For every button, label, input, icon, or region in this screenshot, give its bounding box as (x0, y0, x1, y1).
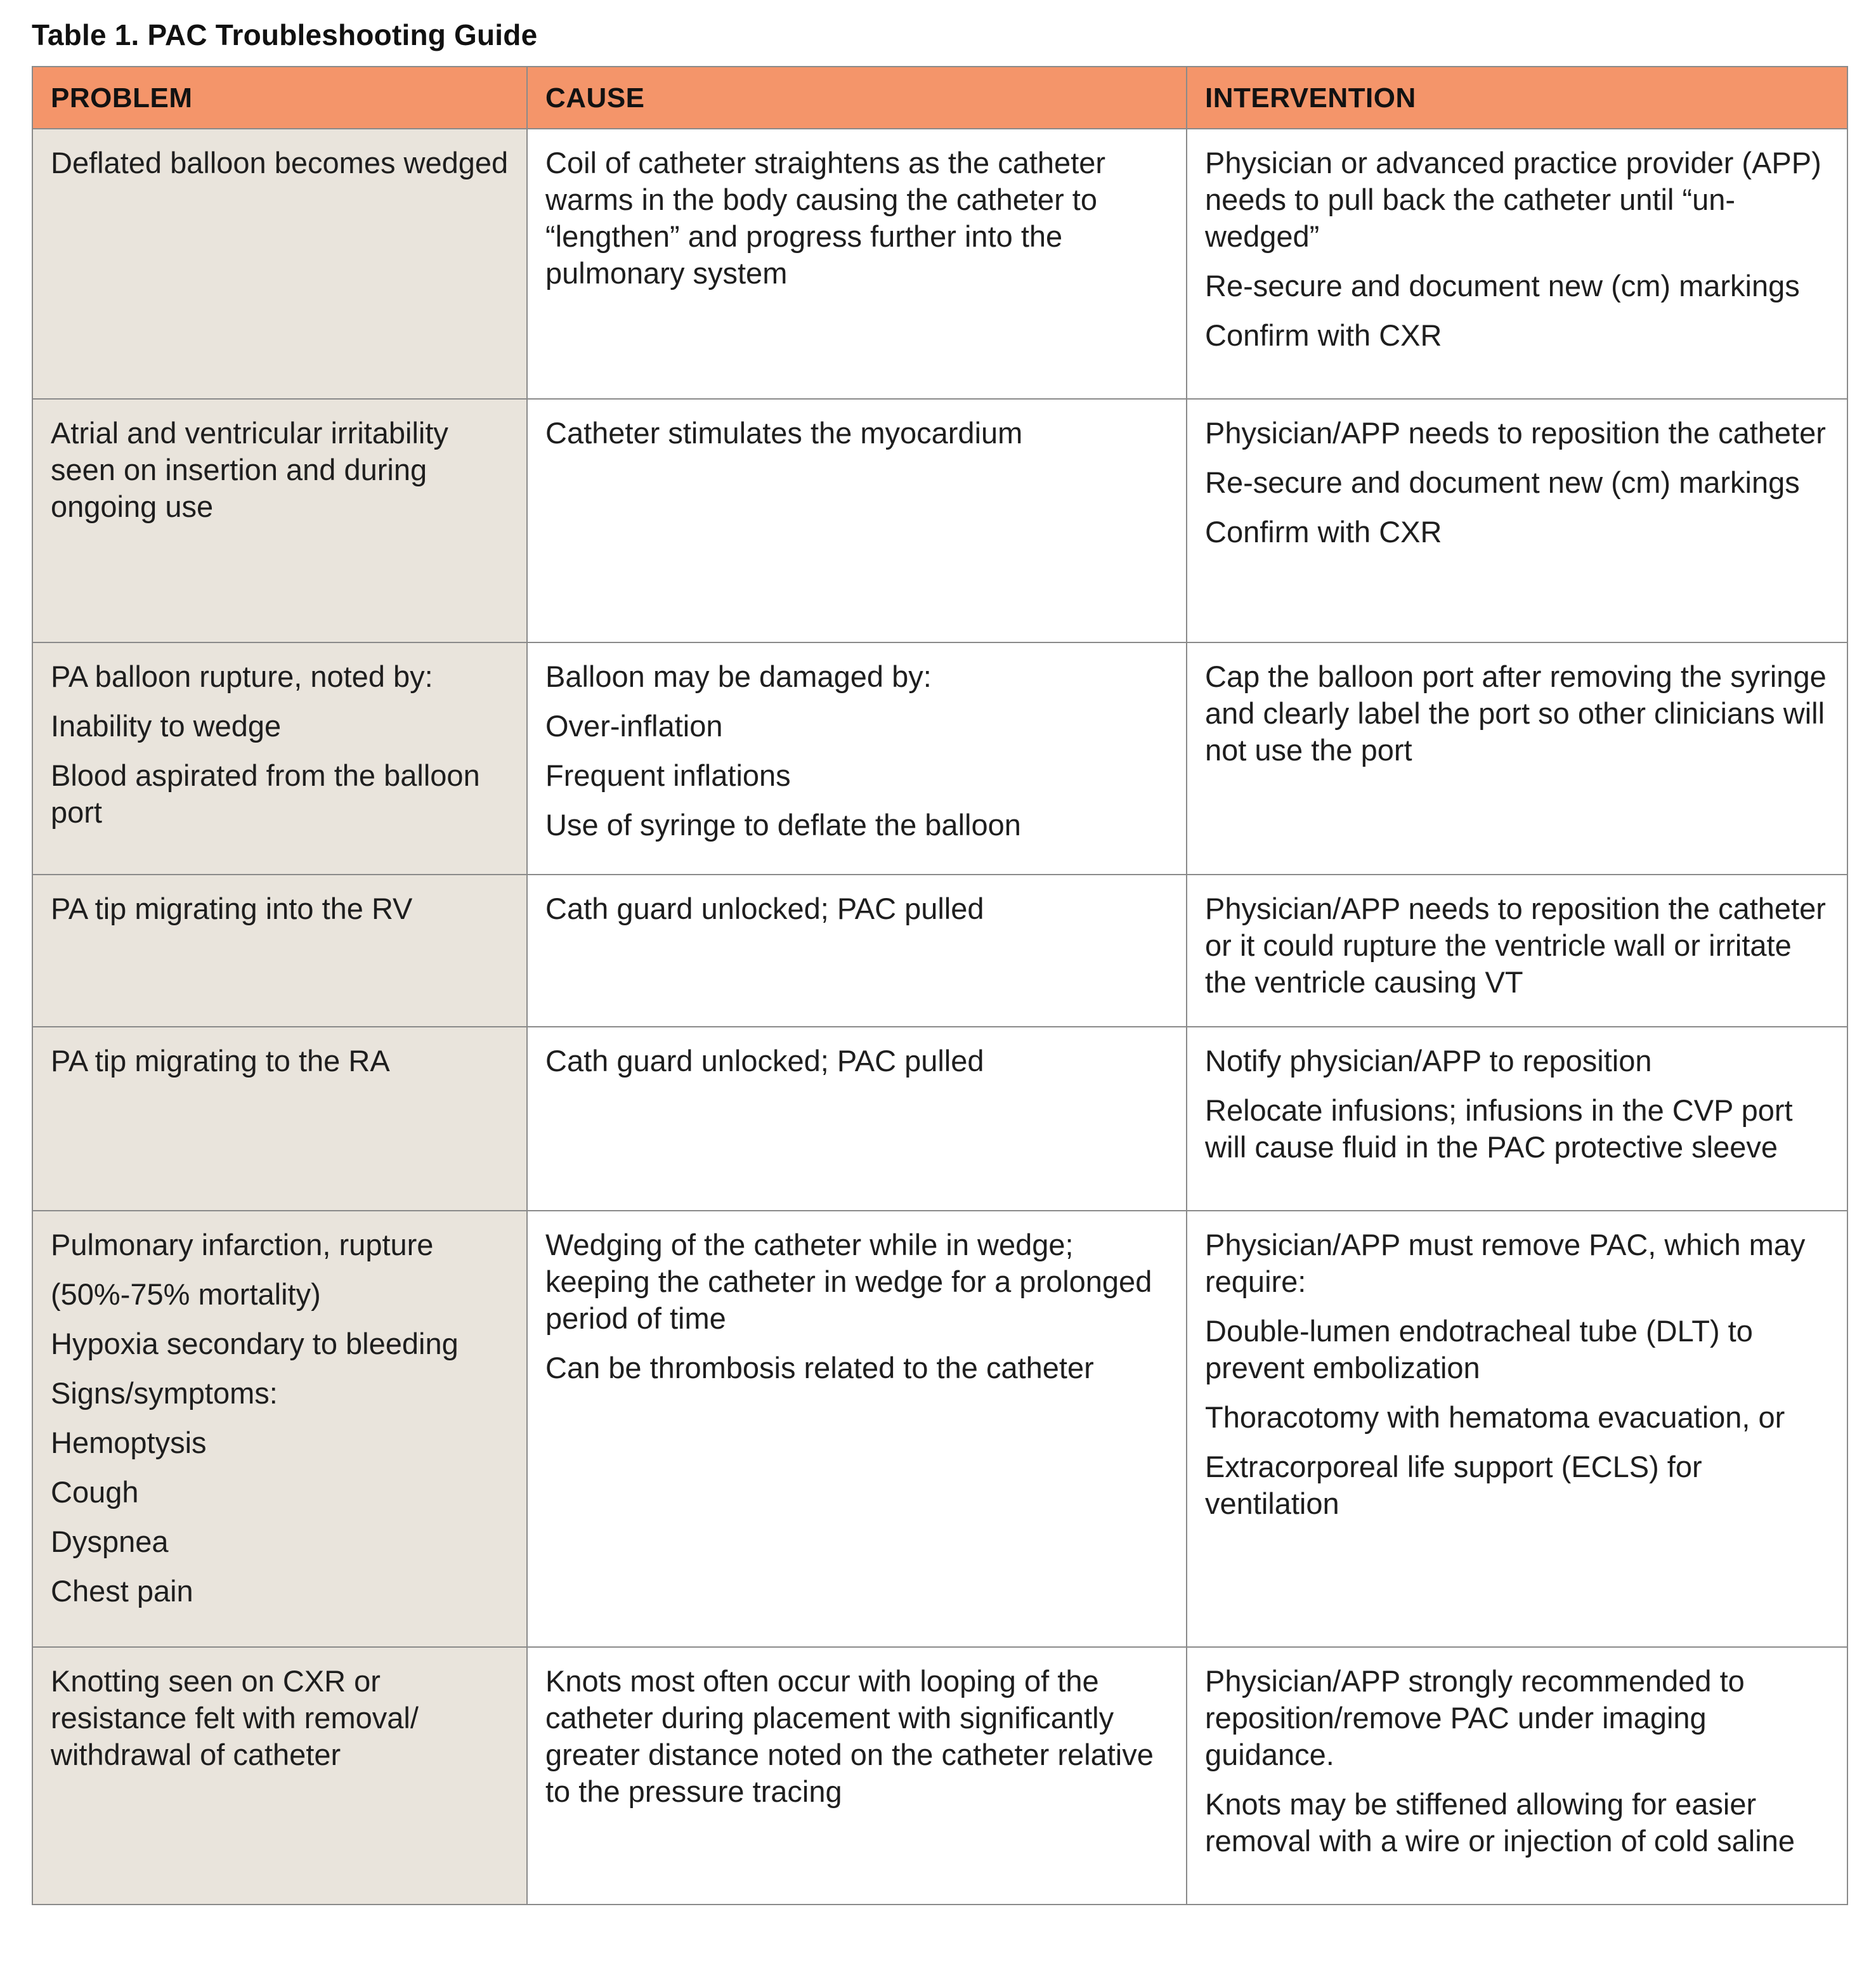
problem-text: PA tip migrating into the RV (51, 892, 413, 925)
intervention-cell (1187, 1211, 1847, 1647)
table-row (32, 1027, 1847, 1211)
table-row (32, 875, 1847, 1027)
cause-cell (527, 875, 1187, 1027)
cause-cell (527, 399, 1187, 642)
cause-text: Balloon may be damaged by: (545, 660, 932, 693)
problem-cell (32, 875, 527, 1027)
table-row (32, 1647, 1847, 1905)
cause-text: Over-inflation (545, 709, 723, 743)
intervention-text: Cap the balloon port after removing the syringe and clearly label the port so other clinicians will not use the port (1205, 660, 1827, 767)
cause-text: Knots most often occur with looping of the catheter during placement with significantly greater distance noted on the catheter relative to the pressure tracing (545, 1664, 1154, 1808)
table-header-row (32, 67, 1847, 129)
cause-text: Coil of catheter straightens as the catheter warms in the body causing the catheter to “lengthen” and progress further into the pulmonary system (545, 146, 1106, 290)
table-row (32, 399, 1847, 642)
cause-cell (527, 1027, 1187, 1211)
cause-cell (527, 642, 1187, 875)
intervention-cell (1187, 1647, 1847, 1905)
intervention-text: Relocate infusions; infusions in the CVP port will cause fluid in the PAC protective sleeve (1205, 1093, 1793, 1164)
intervention-text: Physician/APP must remove PAC, which may require: (1205, 1228, 1806, 1298)
problem-text: PA tip migrating to the RA (51, 1044, 390, 1078)
intervention-text: Notify physician/APP to reposition (1205, 1044, 1652, 1078)
problem-text: Cough (51, 1475, 139, 1509)
cause-text: Wedging of the catheter while in wedge; keeping the catheter in wedge for a prolonged period of time (545, 1228, 1152, 1335)
problem-text: Atrial and ventricular irritability seen on insertion and during ongoing use (51, 416, 448, 523)
problem-text: Hemoptysis (51, 1426, 207, 1459)
troubleshooting-table (32, 66, 1848, 1905)
intervention-cell (1187, 399, 1847, 642)
cause-text: Use of syringe to deflate the balloon (545, 808, 1021, 842)
cause-cell (527, 1647, 1187, 1905)
intervention-text: Confirm with CXR (1205, 515, 1442, 549)
problem-text: Inability to wedge (51, 709, 282, 743)
problem-text: Dyspnea (51, 1525, 169, 1558)
intervention-cell (1187, 1027, 1847, 1211)
problem-text: PA balloon rupture, noted by: (51, 660, 433, 693)
intervention-text: Re-secure and document new (cm) markings (1205, 466, 1800, 499)
intervention-cell (1187, 129, 1847, 399)
intervention-text: Knots may be stiffened allowing for easier removal with a wire or injection of cold saline (1205, 1787, 1795, 1858)
problem-text: Knotting seen on CXR or resistance felt with removal/ withdrawal of catheter (51, 1664, 419, 1771)
problem-text: Chest pain (51, 1574, 193, 1608)
intervention-text: Thoracotomy with hematoma evacuation, or (1205, 1400, 1785, 1434)
table-row (32, 129, 1847, 399)
problem-text: Signs/symptoms: (51, 1376, 278, 1410)
problem-cell (32, 399, 527, 642)
problem-text: Deflated balloon becomes wedged (51, 146, 509, 179)
cause-text: Cath guard unlocked; PAC pulled (545, 892, 984, 925)
header-problem: PROBLEM (32, 67, 527, 129)
table-row (32, 642, 1847, 875)
table-row (32, 1211, 1847, 1647)
intervention-cell (1187, 875, 1847, 1027)
header-cause: CAUSE (527, 67, 1187, 129)
intervention-text: Physician or advanced practice provider (APP) needs to pull back the catheter until “un-wedged” (1205, 146, 1821, 253)
problem-text: Hypoxia secondary to bleeding (51, 1327, 459, 1360)
problem-text: Pulmonary infarction, rupture (51, 1228, 434, 1261)
cause-cell (527, 129, 1187, 399)
problem-cell (32, 642, 527, 875)
cause-text: Cath guard unlocked; PAC pulled (545, 1044, 984, 1078)
cause-text: Frequent inflations (545, 759, 791, 792)
problem-text: Blood aspirated from the balloon port (51, 759, 480, 829)
cause-text: Can be thrombosis related to the catheter (545, 1351, 1094, 1384)
cause-text: Catheter stimulates the myocardium (545, 416, 1023, 450)
problem-cell (32, 1027, 527, 1211)
intervention-text: Physician/APP needs to reposition the catheter (1205, 416, 1826, 450)
intervention-cell (1187, 642, 1847, 875)
table-title: Table 1. PAC Troubleshooting Guide (32, 18, 538, 51)
problem-cell (32, 1211, 527, 1647)
intervention-text: Extracorporeal life support (ECLS) for ventilation (1205, 1450, 1702, 1520)
problem-cell (32, 1647, 527, 1905)
cause-cell (527, 1211, 1187, 1647)
problem-cell (32, 129, 527, 399)
intervention-text: Confirm with CXR (1205, 318, 1442, 352)
intervention-text: Physician/APP needs to reposition the catheter or it could rupture the ventricle wall or irritate the ventricle causing VT (1205, 892, 1826, 999)
intervention-text: Double-lumen endotracheal tube (DLT) to prevent embolization (1205, 1314, 1753, 1384)
header-intervention: INTERVENTION (1187, 67, 1847, 129)
problem-text: (50%-75% mortality) (51, 1277, 321, 1311)
intervention-text: Physician/APP strongly recommended to reposition/remove PAC under imaging guidance. (1205, 1664, 1745, 1771)
intervention-text: Re-secure and document new (cm) markings (1205, 269, 1800, 303)
